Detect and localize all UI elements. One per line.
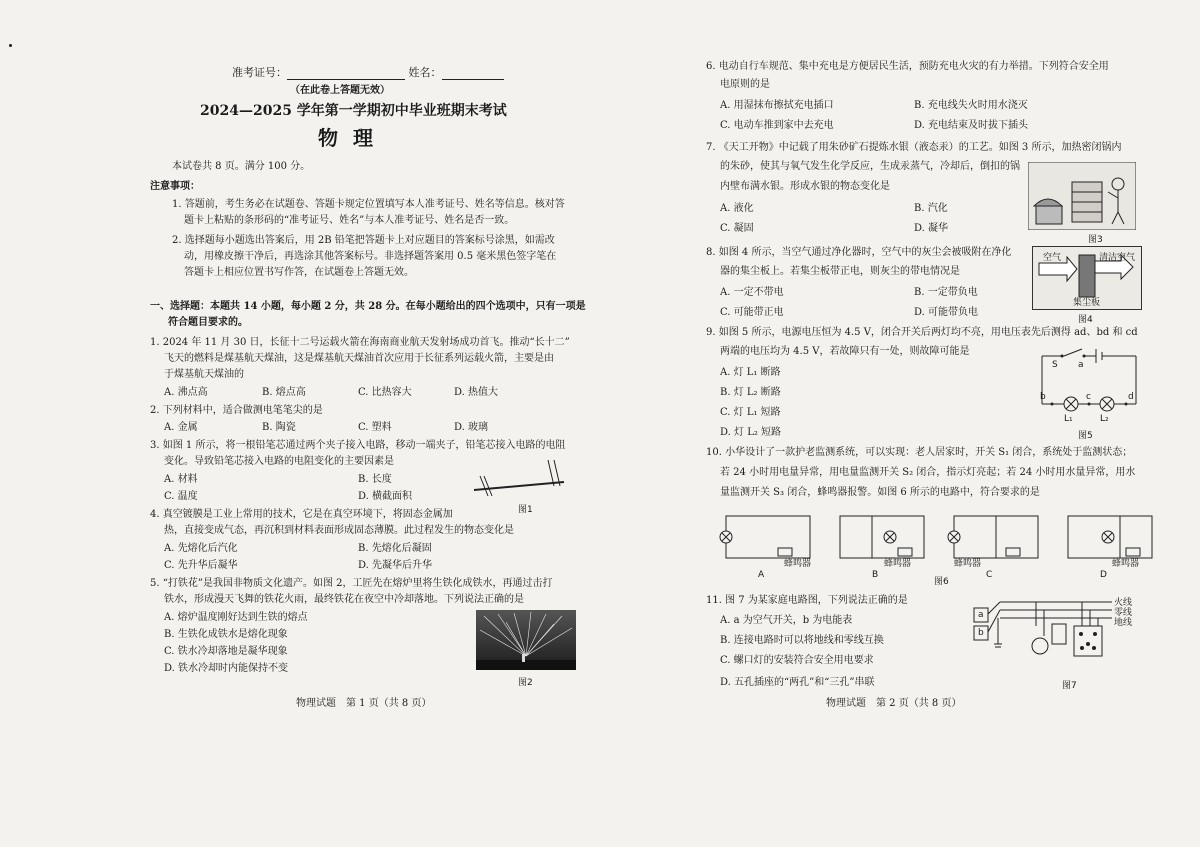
q8-option-c: C. 可能带正电: [720, 307, 784, 318]
q1-option-b: B. 熔点高: [262, 387, 306, 398]
lamp-l2-label: L₂: [1100, 414, 1109, 424]
q6-stem: 6. 电动自行车规范、集中充电是方便居民生活，预防充电火灾的有力举措。下列符合安全用: [706, 61, 1109, 72]
q8-option-b: B. 一定带负电: [914, 287, 978, 298]
q9-option-b: B. 灯 L₂ 断路: [720, 387, 781, 398]
q11-stem: 11. 图 7 为某家庭电路图，下列说法正确的是: [706, 595, 908, 606]
q4-option-a: A. 先熔化后汽化: [164, 543, 238, 554]
q9-stem: 两端的电压均为 4.5 V，若故障只有一处，则故障可能是: [720, 346, 970, 357]
q8-option-a: A. 一定不带电: [720, 287, 784, 298]
q1-option-c: C. 比热容大: [358, 387, 412, 398]
q7-option-c: C. 凝固: [720, 223, 754, 234]
note-line: 动，用橡皮擦干净后，再选涂其他答案标号。非选择题答案用 0.5 毫米黑色签字笔在: [184, 251, 557, 262]
ground-wire-label: 地线: [1114, 618, 1133, 628]
q1-option-d: D. 热值大: [454, 387, 499, 398]
figure-7-caption: 图7: [1062, 681, 1077, 691]
option-b-label: B: [872, 570, 879, 580]
circuit-option-d: [1060, 508, 1160, 570]
candidate-name-blank: [442, 69, 504, 80]
q6-option-a: A. 用湿抹布擦拭充电插口: [720, 100, 834, 111]
page-footer: 物理试题 第 2 页（共 8 页）: [826, 698, 962, 709]
candidate-info-line: [232, 66, 504, 80]
q10-stem: 若 24 小时用电量异常，用电量监测开关 S₂ 闭合，指示灯亮起；若 24 小时用水量异常，用水: [720, 467, 1136, 478]
q7-stem: 7. 《天工开物》中记载了用朱砂矿石提炼水银（液态汞）的工艺。如图 3 所示，加热密闭锅内: [706, 142, 1122, 153]
figure-6-caption: 图6: [934, 577, 949, 587]
q3-option-b: B. 长度: [358, 474, 392, 485]
circuit-figure-5: [1034, 346, 1144, 424]
candidate-id-label: 准考证号：: [232, 66, 287, 79]
note-line: 答题卡上相应位置书写作答，在试题卷上答题无效。: [184, 267, 414, 278]
q8-stem: 器的集尘板上。若集尘板带正电，则灰尘的带电情况是: [720, 266, 960, 277]
live-wire-label: 火线: [1114, 598, 1133, 608]
q10-stem: 10. 小华设计了一款护老监测系统，可以实现：老人居家时，开关 S₁ 闭合，系统处于监测状态；: [706, 447, 1133, 458]
candidate-id-blank: [287, 69, 405, 80]
q5-option-d: D. 铁水冷却时内能保持不变: [164, 663, 289, 674]
circuit-option-a: [718, 508, 818, 570]
q10-stem: 量监测开关 S₃ 闭合，蜂鸣器报警。如图 6 所示的电路中，符合要求的是: [720, 487, 1040, 498]
q5-option-a: A. 熔炉温度刚好达到生铁的熔点: [164, 612, 308, 623]
figure-3-caption: 图3: [1088, 235, 1103, 245]
option-a-label: A: [758, 570, 765, 580]
q11-option-b: B. 连接电路时可以将地线和零线互换: [720, 635, 884, 646]
q7-option-a: A. 液化: [720, 203, 754, 214]
q11-option-d: D. 五孔插座的“两孔”和“三孔”串联: [720, 677, 875, 688]
q5-option-c: C. 铁水冷却落地是凝华现象: [164, 646, 288, 657]
q1-option-a: A. 沸点高: [164, 387, 208, 398]
figure-4-caption: 图4: [1078, 315, 1093, 325]
q3-stem: 变化。导致铅笔芯接入电路的电阻变化的主要因素是: [164, 456, 394, 467]
q7-option-b: B. 汽化: [914, 203, 948, 214]
q5-option-b: B. 生铁化成铁水是熔化现象: [164, 629, 288, 640]
q1-stem: 飞天的燃料是煤基航天煤油，这是煤基航天煤油首次应用于长征系列运载火箭，主要是由: [164, 353, 554, 364]
q2-option-b: B. 陶瓷: [262, 422, 296, 433]
point-a-label: a: [1078, 360, 1084, 370]
q3-option-c: C. 温度: [164, 491, 198, 502]
q2-option-c: C. 塑料: [358, 422, 392, 433]
q4-stem: 热，直接变成气态，再沉积到材料表面形成固态薄膜。此过程发生的物态变化是: [164, 525, 514, 536]
exam-intro: 本试卷共 8 页。满分 100 分。: [172, 161, 311, 172]
exam-page-2: [600, 0, 1200, 847]
iron-flower-photo: [476, 610, 576, 670]
q6-option-b: B. 充电线失火时用水浇灭: [914, 100, 1028, 111]
mercury-furnace-figure: [1028, 162, 1136, 230]
q3-stem: 3. 如图 1 所示，将一根铅笔芯通过两个夹子接入电路，移动一端夹子，铅笔芯接入电路的电阻: [150, 440, 566, 451]
q7-stem: 内壁布满水银。形成水银的物态变化是: [720, 181, 890, 192]
q6-option-d: D. 充电结束及时拔下插头: [914, 120, 1029, 131]
q9-option-c: C. 灯 L₁ 短路: [720, 407, 781, 418]
q6-stem: 电原则的是: [720, 79, 770, 90]
buzzer-label: 蜂鸣器: [884, 559, 912, 569]
air-label: 空气: [1043, 253, 1062, 263]
q3-option-a: A. 材料: [164, 474, 198, 485]
box-b-label: b: [978, 628, 984, 638]
q4-stem: 4. 真空镀膜是工业上常用的技术，它是在真空环境下，将固态金属加: [150, 509, 453, 520]
q8-option-d: D. 可能带负电: [914, 307, 979, 318]
scan-speck: [9, 44, 12, 47]
q8-stem: 8. 如图 4 所示，当空气通过净化器时，空气中的灰尘会被吸附在净化: [706, 247, 1012, 258]
notes-title: 注意事项：: [150, 181, 200, 192]
q6-option-c: C. 电动车推到家中去充电: [720, 120, 834, 131]
candidate-name-label: 姓名：: [408, 66, 442, 79]
point-d-label: d: [1128, 392, 1134, 402]
figure-1-caption: 图1: [518, 505, 533, 515]
dust-plate-label: 集尘板: [1073, 298, 1101, 308]
buzzer-label: 蜂鸣器: [954, 559, 982, 569]
q4-option-c: C. 先升华后凝华: [164, 560, 238, 571]
neutral-wire-label: 零线: [1114, 608, 1133, 618]
option-d-label: D: [1100, 570, 1107, 580]
q1-stem: 于煤基航天煤油的: [164, 369, 244, 380]
exam-title: 2024—2025 学年第一学期初中毕业班期末考试: [200, 103, 507, 119]
switch-label: S: [1052, 360, 1058, 370]
q5-stem: 铁水，形成漫天飞舞的铁花火雨，最终铁花在夜空中冷却落地。下列说法正确的是: [164, 594, 524, 605]
q4-option-b: B. 先熔化后凝固: [358, 543, 432, 554]
air-purifier-figure: [1032, 246, 1142, 310]
note-line: 2. 选择题每小题选出答案后，用 2B 铅笔把答题卡上对应题目的答案标号涂黑，如需改: [172, 235, 555, 246]
pencil-lead-figure: [470, 456, 570, 500]
q3-option-d: D. 横截面积: [358, 491, 413, 502]
section-heading: 符合题目要求的。: [168, 317, 248, 328]
note-line: 题卡上粘贴的条形码的“准考证号、姓名”与本人准考证号、姓名是否一致。: [184, 215, 515, 226]
page-footer: 物理试题 第 1 页（共 8 页）: [296, 698, 432, 709]
point-b-label: b: [1040, 392, 1046, 402]
clean-air-label: 清洁空气: [1099, 253, 1136, 263]
point-c-label: c: [1086, 392, 1091, 402]
buzzer-label: 蜂鸣器: [1112, 559, 1140, 569]
q9-stem: 9. 如图 5 所示，电源电压恒为 4.5 V，闭合开关后两灯均不亮，用电压表先后测得 ad、bd 和 cd: [706, 327, 1138, 338]
lamp-l1-label: L₁: [1064, 414, 1073, 424]
invalid-notice: （在此卷上答题无效）: [290, 85, 390, 96]
note-line: 1. 答题前，考生务必在试题卷、答题卡规定位置填写本人准考证号、姓名等信息。核对答: [172, 199, 565, 210]
q2-option-d: D. 玻璃: [454, 422, 489, 433]
q1-stem: 1. 2024 年 11 月 30 日，长征十二号运载火箭在海南商业航天发射场成功首飞。推动“长十二”: [150, 337, 570, 348]
q4-option-d: D. 先凝华后升华: [358, 560, 433, 571]
buzzer-label: 蜂鸣器: [784, 559, 812, 569]
section-heading: 一、选择题：本题共 14 小题，每小题 2 分，共 28 分。在每小题给出的四个选项中，只有一项是: [150, 301, 586, 312]
circuit-option-b: [832, 508, 932, 570]
q11-option-c: C. 螺口灯的安装符合安全用电要求: [720, 655, 874, 666]
q5-stem: 5. “打铁花”是我国非物质文化遗产。如图 2，工匠先在熔炉里将生铁化成铁水，再通过击打: [150, 578, 553, 589]
box-a-label: a: [978, 610, 984, 620]
q2-stem: 2. 下列材料中，适合做测电笔笔尖的是: [150, 405, 323, 416]
q9-option-d: D. 灯 L₂ 短路: [720, 427, 782, 438]
option-c-label: C: [986, 570, 993, 580]
q9-option-a: A. 灯 L₁ 断路: [720, 367, 781, 378]
figure-5-caption: 图5: [1078, 431, 1093, 441]
q7-stem: 的朱砂，使其与氧气发生化学反应，生成汞蒸气，冷却后，倒扣的锅: [720, 161, 1020, 172]
q7-option-d: D. 凝华: [914, 223, 949, 234]
q2-option-a: A. 金属: [164, 422, 198, 433]
circuit-option-c: [946, 508, 1046, 570]
subject-title: 物 理: [318, 126, 377, 150]
q11-option-a: A. a 为空气开关，b 为电能表: [720, 615, 853, 626]
figure-2-caption: 图2: [518, 678, 533, 688]
